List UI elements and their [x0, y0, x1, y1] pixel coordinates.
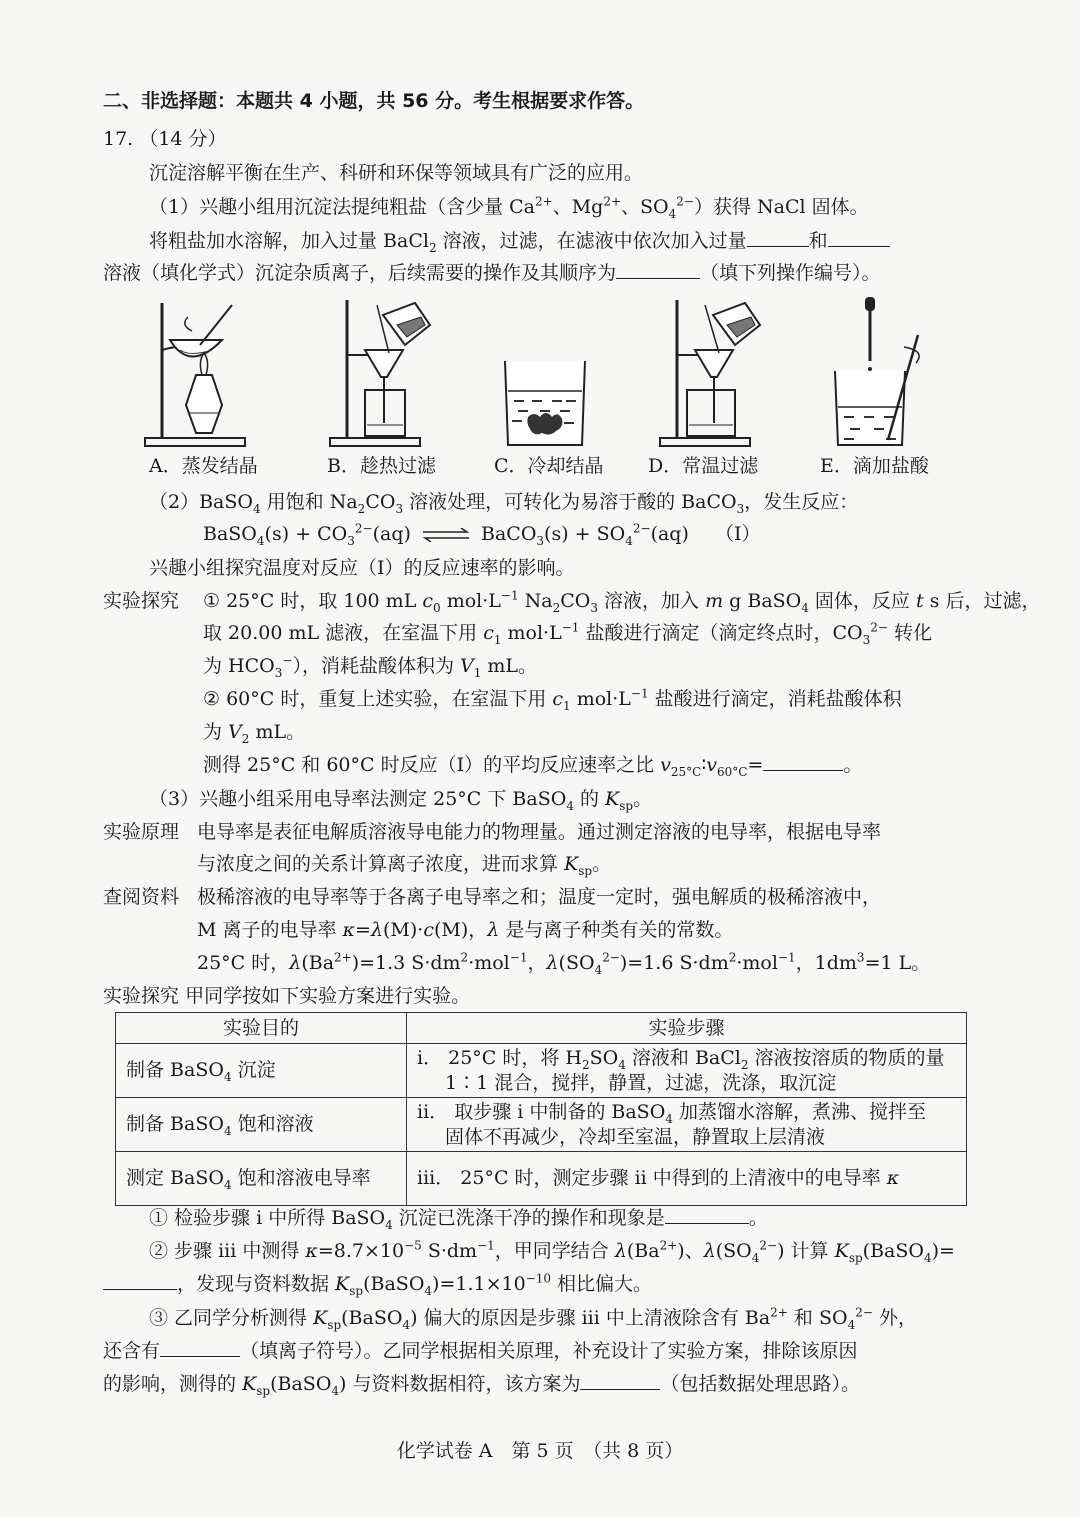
principle-label: 实验原理 [103, 821, 180, 843]
table-row [116, 1044, 967, 1098]
part2-exp-line2: 取 20.00 mL 滤液，在室温下用 $c_1$ $mol\cdot L^{-1}$ 盐酸进行滴定（滴定终点时，$CO_3^{2-}$ 转化 [203, 620, 932, 647]
apparatus-label-b: B．趁热过滤 [327, 455, 436, 477]
subquestion-3-line3: 的影响，测得的 $K_{sp}(BaSO_4)$ 与资料数据相符，该方案为 （包括数据处理思路）。 [103, 1373, 860, 1398]
part1-line1: （1）兴趣小组用沉淀法提纯粗盐（含少量 $Ca^{2+}$、$Mg^{2+}$、$SO_4^{2-}$）获得 NaCl 固体。 [149, 194, 869, 221]
part2-exp-line6: 测得 25°C 和 60°C 时反应（I）的平均反应速率之比 $v_{25^\circ C}∶v_{60^\circ C}=$ 。 [203, 754, 863, 779]
table-cell-purpose: 制备 BaSO$_4$ 饱和溶液 [116, 1098, 407, 1152]
exp-label-1: 实验探究 [103, 590, 180, 612]
apparatus-label-e: E．滴加盐酸 [820, 455, 929, 477]
principle-line2: 与浓度之间的关系计算离子浓度，进而求算 $K_{sp}$。 [197, 853, 612, 878]
table-cell-purpose: 制备 BaSO$_4$ 沉淀 [116, 1044, 407, 1098]
equilibrium-arrow-icon [421, 528, 471, 542]
explore-line: 实验探究 甲同学按如下实验方案进行实验。 [103, 985, 471, 1007]
reaction-equation: BaSO$_4$(s) + $CO_3^{2-}(aq)$ BaCO$_3$(s) + $SO_4^{2-}(aq)$ （I） [203, 521, 761, 548]
table-row [116, 1152, 967, 1206]
apparatus-c-cooling-crystallization-illustration [500, 355, 590, 450]
apparatus-b-hot-filtration-illustration [325, 295, 435, 450]
table-row [116, 1098, 967, 1152]
part2-line3: 兴趣小组探究温度对反应（I）的反应速率的影响。 [149, 557, 575, 579]
reference-line3: 25°C 时，$\lambda(Ba^{2+})=1.3$ $S\cdot dm^2\cdot mol^{-1}$，$\lambda(SO_4^{2-})=1.6$ $S\cdot dm^2\cdot mol^{-1}$，$1dm^3=1$ L。 [197, 950, 931, 977]
answer-blank-8[interactable] [580, 1371, 660, 1390]
apparatus-e-adding-hcl-illustration [830, 295, 930, 450]
part2-exp-line4: ② 60°C 时，重复上述实验，在室温下用 $c_1$ $mol\cdot L^{-1}$ 盐酸进行滴定，消耗盐酸体积 [203, 686, 902, 713]
part3-line1: （3）兴趣小组采用电导率法测定 25°C 下 BaSO$_4$ 的 $K_{sp}$。 [149, 788, 653, 813]
part2-line1: （2）BaSO$_4$ 用饱和 $Na_2CO_3$ 溶液处理，可转化为易溶于酸的 BaCO$_3$，发生反应： [149, 491, 859, 516]
apparatus-label-a: A．蒸发结晶 [149, 455, 258, 477]
table-cell-step: i． 25°C 时，将 $H_2SO_4$ 溶液和 BaCl$_2$ 溶液按溶质的物质的量 1∶1 混合，搅拌，静置，过滤，洗涤，取沉淀 [407, 1044, 967, 1098]
reference-line1: 极稀溶液的电导率等于各离子电导率之和；温度一定时，强电解质的极稀溶液中， [197, 886, 882, 908]
page-footer: 化学试卷 A 第 5 页 （共 8 页） [396, 1440, 684, 1462]
part2-exp-line3: 为 $HCO_3^-$），消耗盐酸体积为 $V_1$ mL。 [203, 653, 538, 680]
table-cell-purpose: 测定 BaSO$_4$ 饱和溶液电导率 [116, 1152, 407, 1206]
subquestion-3-line1: ③ 乙同学分析测得 $K_{sp}(BaSO_4)$ 偏大的原因是步骤 iii 中上清液除含有 $Ba^{2+}$ 和 $SO_4^{2-}$ 外， [149, 1305, 917, 1332]
subquestion-2-line1: ② 步骤 iii 中测得 $\kappa=8.7\times 10^{-5}$ $S\cdot dm^{-1}$，甲同学结合 $\lambda(Ba^{2+})$、$\lambda(SO_4^{2-})$ 计算 $K_{sp}(BaSO_4)=$ [149, 1238, 955, 1265]
question-score: （14 分） [139, 128, 227, 150]
table-header-steps: 实验步骤 [407, 1013, 967, 1044]
experiment-table [115, 1012, 967, 1206]
section-heading: 二、非选择题：本题共 4 小题，共 56 分。考生根据要求作答。 [103, 90, 645, 112]
question-intro: 沉淀溶解平衡在生产、科研和环保等领域具有广泛的应用。 [149, 162, 644, 184]
answer-blank-4[interactable] [763, 752, 843, 771]
subquestion-2-line2: ，发现与资料数据 $K_{sp}(BaSO_4)=1.1\times 10^{-10}$ 相比偏大。 [103, 1271, 652, 1297]
answer-blank-1[interactable] [747, 228, 809, 247]
part2-exp-line1: ① 25°C 时，取 100 mL $c_0$ $mol\cdot L^{-1}$ $Na_2CO_3$ 溶液，加入 m g BaSO$_4$ 固体，反应 t s 后，过滤， [203, 588, 1041, 615]
subquestion-3-line2: 还含有 （填离子符号）。乙同学根据相关原理，补充设计了实验方案，排除该原因 [103, 1340, 858, 1362]
table-cell-step: iii． 25°C 时，测定步骤 ii 中得到的上清液中的电导率 κ [407, 1152, 967, 1206]
apparatus-a-evaporation-illustration [140, 295, 255, 450]
question-number: 17. [103, 128, 134, 150]
table-header-purpose: 实验目的 [116, 1013, 407, 1044]
apparatus-label-c: C．冷却结晶 [494, 455, 604, 477]
answer-blank-6[interactable] [103, 1271, 177, 1290]
subquestion-1: ① 检验步骤 i 中所得 BaSO$_4$ 沉淀已洗涤干净的操作和现象是 。 [149, 1207, 768, 1232]
reference-label: 查阅资料 [103, 886, 180, 908]
answer-blank-7[interactable] [160, 1338, 240, 1357]
apparatus-d-filtration-illustration [655, 295, 765, 450]
part2-exp-line5: 为 $V_2$ mL。 [203, 721, 306, 746]
answer-blank-2[interactable] [828, 228, 890, 247]
reference-line2: M 离子的电导率 κ=λ(M)·c(M)，λ 是与离子种类有关的常数。 [197, 919, 734, 941]
answer-blank-3[interactable] [616, 260, 700, 279]
question-header [103, 126, 226, 152]
apparatus-label-d: D．常温过滤 [648, 455, 759, 477]
part1-line3: 溶液（填化学式）沉淀杂质离子，后续需要的操作及其顺序为 （填下列操作编号）。 [103, 262, 881, 284]
part1-line2: 将粗盐加水溶解，加入过量 BaCl$_2$ 溶液，过滤，在滤液中依次加入过量 和 [149, 228, 890, 254]
principle-line1: 电导率是表征电解质溶液导电能力的物理量。通过测定溶液的电导率，根据电导率 [197, 821, 882, 843]
table-cell-step: ii． 取步骤 i 中制备的 BaSO$_4$ 加蒸馏水溶解，煮沸、搅拌至 固体不再减少，冷却至室温，静置取上层清液 [407, 1098, 967, 1152]
answer-blank-5[interactable] [665, 1205, 749, 1224]
